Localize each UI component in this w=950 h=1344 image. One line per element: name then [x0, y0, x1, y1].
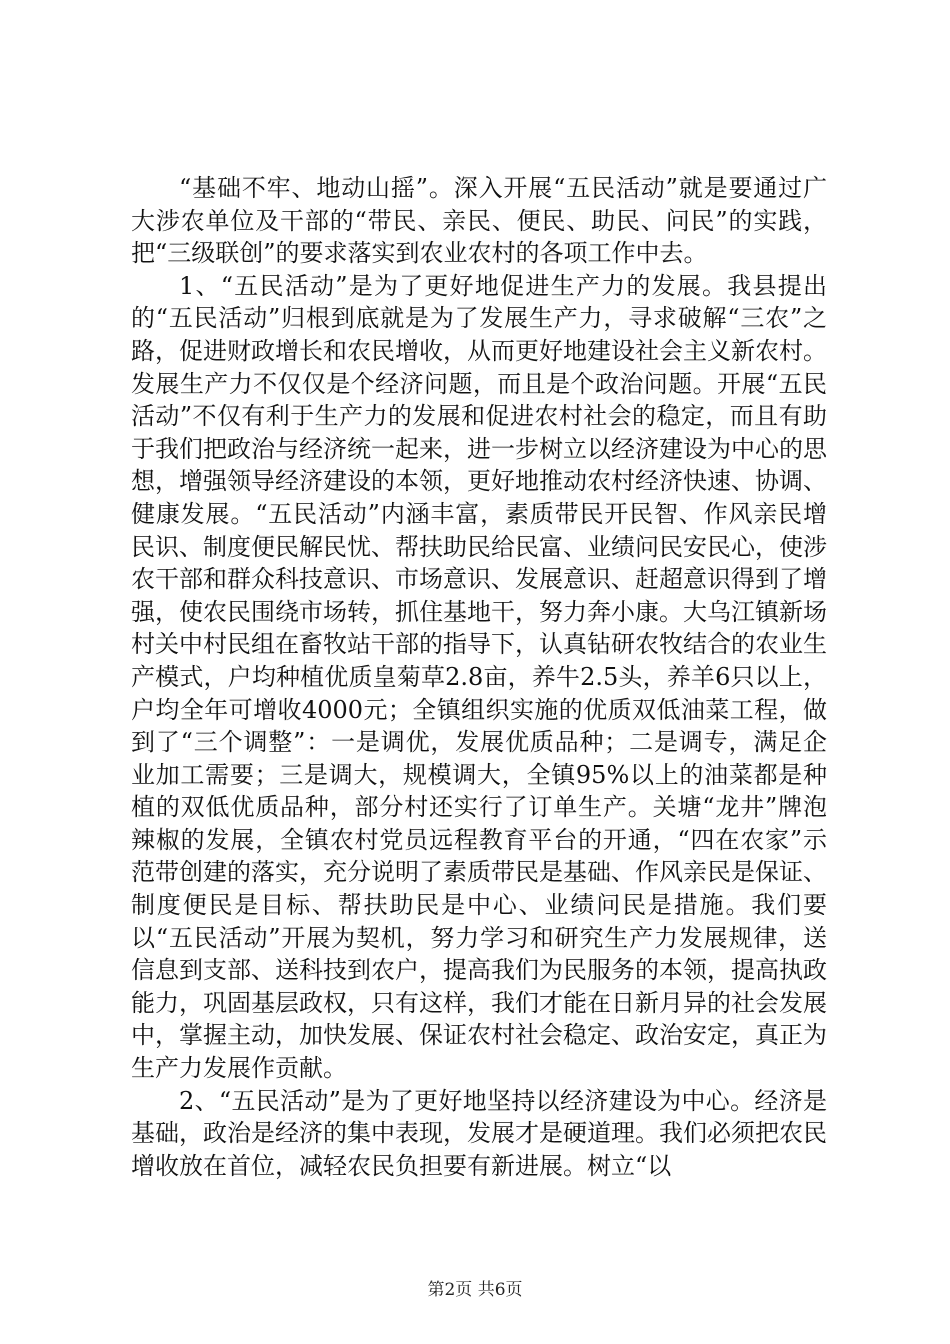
paragraph-2: 1、“五民活动”是为了更好地促进生产力的发展。我县提出的“五民活动”归根到底就是为了发展生产力，寻求破解“三农”之路，促进财政增长和农民增收，从而更好地建设社会主义新农村。发展生产力不仅仅是个经济问题，而且是个政治问题。开展“五民活动”不仅有利于生产力的发展和促进农村社会的稳定，而且有助于我们把政治与经济统一起来，进一步树立以经济建设为中心的思想，增强领导经济建设的本领，更好地推动农村经济快速、协调、健康发展。“五民活动”内涵丰富，素质带民开民智、作风亲民增民识、制度便民解民忧、帮扶助民给民富、业绩问民安民心，使涉农干部和群众科技意识、市场意识、发展意识、赶超意识得到了增强，使农民围绕市场转，抓住基地干，努力奔小康。大乌江镇新场村关中村民组在畜牧站干部的指导下，认真钻研农牧结合的农业生产模式，户均种植优质皇菊草2.8亩，养牛2.5头，养羊6只以上，户均全年可增收4000元；全镇组织实施的优质双低油菜工程，做到了“三个调整”：一是调优，发展优质品种；二是调专，满足企业加工需要；三是调大，规模调大，全镇95%以上的油菜都是种植的双低优质品种，部分村还实行了订单生产。关塘“龙井”牌泡辣椒的发展，全镇农村党员远程教育平台的开通，“四在农家”示范带创建的落实，充分说明了素质带民是基础、作风亲民是保证、制度便民是目标、帮扶助民是中心、业绩问民是措施。我们要以“五民活动”开展为契机，努力学习和研究生产力发展规律，送信息到支部、送科技到农户，提高我们为民服务的本领，提高执政能力，巩固基层政权，只有这样，我们才能在日新月异的社会发展中，掌握主动，加快发展、保证农村社会稳定、政治安定，真正为生产力发展作贡献。 [131, 271, 827, 1083]
paragraph-1: “基础不牢、地动山摇”。深入开展“五民活动”就是要通过广大涉农单位及干部的“带民、亲民、便民、助民、问民”的实践，把“三级联创”的要求落实到农业农村的各项工作中去。 [131, 174, 827, 268]
document-body [131, 172, 827, 1182]
page-footer: 第2页 共6页 [427, 1280, 523, 1300]
paragraph-3: 2、“五民活动”是为了更好地坚持以经济建设为中心。经济是基础，政治是经济的集中表现，发展才是硬道理。我们必须把农民增收放在首位，减轻农民负担要有新进展。树立“以 [131, 1086, 827, 1180]
